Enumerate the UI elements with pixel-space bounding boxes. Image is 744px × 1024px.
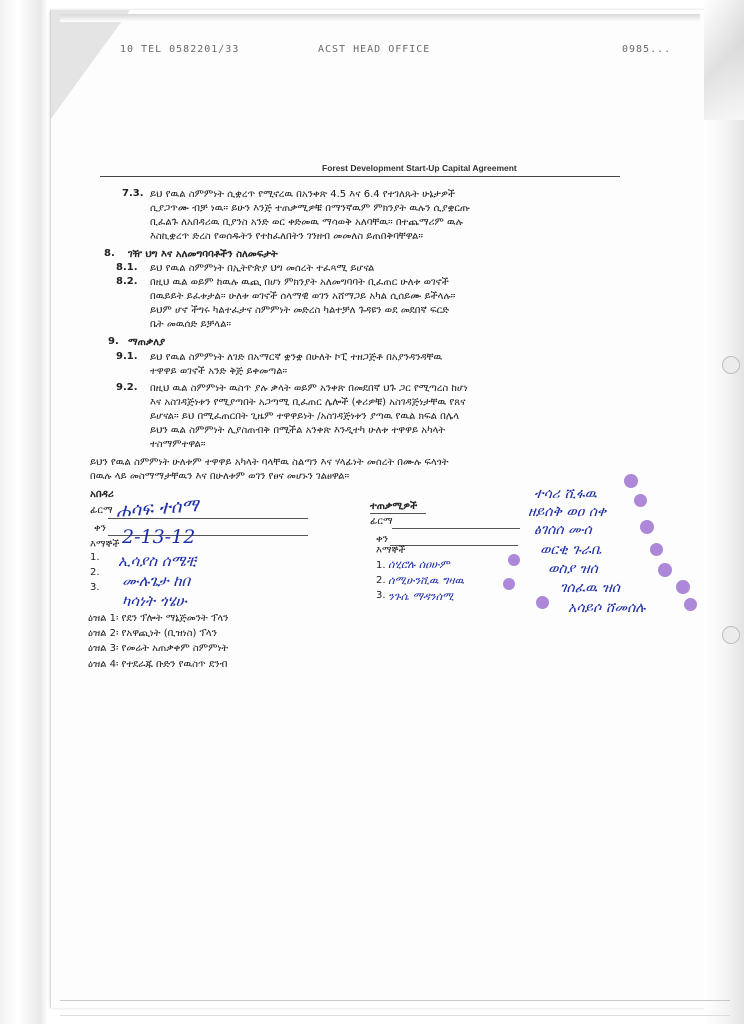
agreement-text-line: ተዋዋይ ወገኖች አንድ ቅጅ ይቀመጣል። — [150, 366, 288, 377]
clause-number: 9.2. — [116, 382, 138, 393]
attachment-item: ዕዝል 3፡ የመሬት አጠቃቀም ስምምነት — [88, 643, 229, 654]
clause-number: 8. — [104, 248, 115, 259]
fingerprint-stamp — [658, 563, 672, 577]
beneficiaries-witness-number: 2. — [376, 575, 386, 586]
beneficiaries-heading: ተጠቃሚዎች — [370, 501, 418, 512]
agreement-text-line: ቤት መዉሰድ ይቻላል። — [150, 319, 232, 330]
handwritten-beneficiary-signature: ዘይሰቅ ወዐ ሰቀ — [528, 504, 607, 520]
lender-witnesses-label: እማኞች — [90, 539, 120, 550]
fingerprint-stamp — [650, 543, 663, 556]
attachment-item: ዕዝል 1፡ የደን ፕሎት ማኔጅመንት ፕላን — [88, 613, 229, 624]
fingerprint-stamp — [634, 494, 647, 507]
handwritten-witness-3: ካሳነት ጎሄሁ — [122, 592, 187, 610]
handwritten-beneficiary-signature: ፅገሰሰ ሙሰ — [534, 522, 592, 538]
handwritten-witness-1: ኢሳያስ ሰሜቺ — [118, 552, 196, 570]
handwritten-right-witness-1: ሰሂሮሉ ሰዐሁም — [388, 558, 450, 571]
agreement-text-line: ተስማምተዋል። — [150, 439, 206, 450]
attachment-item: ዕዝል 2፡ የአዋጪነት (ቢዝነስ) ፕላን — [88, 628, 217, 639]
lender-handwritten-signature: ሐሳፍ ተሰማ — [115, 495, 200, 522]
clause-number: 8.2. — [116, 276, 138, 287]
agreement-text-line: ይህን የዉል ስምምነት ሁለቱም ተዋዋይ አካላት ባላቸዉ ስልጣን እና ሃላፊነት መሰረት በሙሉ ፍላጎት — [90, 457, 449, 468]
agreement-text-line: ይህን ዉል ስምምነት ሊያስጠብቅ በሚችል አንቀጽ እንዲተካ ሁለቱ ተዋዋይ አካላት — [150, 425, 446, 436]
attachment-item: ዕዝል 4፡ የተደራጁ ቡድን የዉስጥ ደንብ — [88, 659, 228, 670]
fax-header-center: ACST HEAD OFFICE — [318, 44, 431, 55]
handwritten-witness-2: ሙሉጌታ ከበ — [122, 572, 191, 590]
handwritten-date: 2-13-12 — [122, 526, 196, 548]
beneficiaries-witness-number: 3. — [376, 590, 386, 601]
lender-witness-number: 3. — [90, 582, 100, 593]
beneficiaries-signature-line — [392, 528, 520, 529]
handwritten-beneficiary-signature: ወርቂ ጉራቤ — [540, 542, 602, 558]
punch-hole-top — [722, 356, 740, 374]
fax-header-right: 0985... — [622, 44, 672, 55]
beneficiaries-witnesses-label: እማኞች — [376, 545, 406, 556]
clause-number: 9.1. — [116, 351, 138, 362]
agreement-text-line: ገዥ ህግ እና አለመግባባቶችን ስለመፍታት — [128, 249, 278, 260]
agreement-text-line: ሲያጋጥሙ ብቻ ነዉ። ይሁን እንጅ ተጠቃሚዎቹ በማንኛዉም ምክንያት ዉሉን ሲያቋርጡ — [150, 203, 470, 214]
beneficiaries-date-label: ቀን — [376, 534, 388, 545]
fingerprint-stamp — [508, 554, 520, 566]
beneficiaries-signature-label: ፊርማ — [370, 516, 393, 527]
agreement-text-line: በዚህ ዉል ወይም ከዉሉ ዉጪ በሆነ ምክንያት አለመግባባት ቢፈጠር ሁለቱ ወገኖች — [150, 277, 449, 288]
agreement-text-line: እስኪቋረጥ ድረስ የወሰዱትን የተከፈለበትን ገንዘብ መመለስ ይጠበቅባቸዋል። — [150, 231, 424, 242]
page-bottom-edge — [60, 1000, 730, 1016]
fingerprint-stamp — [536, 596, 549, 609]
agreement-text-line: ማጠቃለያ — [128, 337, 166, 348]
lender-heading: አበዳሪ — [90, 489, 114, 500]
lender-signature-label: ፊርማ — [90, 505, 113, 516]
clause-number: 8.1. — [116, 262, 138, 273]
fingerprint-stamp — [624, 474, 638, 488]
agreement-text-line: በዉሉ ላይ መስማማታቸዉን እና በሁለቱም ወገን የፀና መሆኑን ገልፀዋል። — [90, 471, 350, 482]
handwritten-right-witness-3: ንጉሴ ማዳንሰሚ — [388, 590, 454, 603]
fingerprint-stamp — [503, 578, 515, 590]
agreement-text-line: ይህም ሆኖ ችግሩ ካልተፈታና ስምምነት መድረስ ካልተቻለ ጉዳዩን ወደ መደበኛ ፍርድ — [150, 305, 450, 316]
fingerprint-stamp — [684, 598, 697, 611]
agreement-text-line: እና አስገዳጅነቱን የሚያጣበት አጋጣሚ ቢፈጠር ሌሎች (ቀሪዎቹ) አስገዳጅነታቸዉ የጸና — [150, 397, 466, 408]
handwritten-right-witness-2: ሰሚሁንሺዉ ግዛዉ — [388, 574, 464, 587]
handwritten-beneficiary-signature: ወስያ ዝሰ — [548, 561, 598, 577]
agreement-text-line: ቢፈልጉ ለአበዳሪዉ ቢያንስ አንድ ወር ቀድመዉ ማሳወቅ አለባቸዉ። በተጨማሪም ዉሉ — [150, 217, 463, 228]
page-right-fold — [704, 0, 744, 120]
clause-number: 9. — [108, 336, 119, 347]
beneficiaries-heading-underline — [370, 513, 426, 514]
handwritten-beneficiary-signature: ተሳሪ ሺፋዉ — [534, 486, 597, 502]
page-top-fold — [60, 14, 700, 22]
agreement-text-line: በዉይይት ይፈቱታል። ሁለቱ ወገኖች ሰላማዊ ወገን አሸማጋይ አካል ሲሰይሙ ይችላሉ። — [150, 291, 456, 302]
scanner-edge-right — [704, 0, 744, 1024]
fingerprint-stamp — [676, 580, 690, 594]
fingerprint-stamp — [640, 520, 654, 534]
clause-number: 7.3. — [122, 188, 144, 199]
document-header-title: Forest Development Start-Up Capital Agreement — [322, 163, 517, 173]
header-rule — [100, 176, 620, 177]
agreement-text-line: ይሆናል። ይህ በሚፈጠርበት ጊዜም ተዋዋይነት /አስገዳጅነቱን ያጣዉ የዉል ክፍል በሌላ — [150, 411, 460, 422]
agreement-text-line: ይህ የዉል ስምምነት በኢትዮጵያ ህግ መሰረት ተፈጻሚ ይሆናል — [150, 263, 375, 274]
lender-witness-number: 1. — [90, 552, 100, 563]
agreement-text-line: ይህ የዉል ስምምነት ለገድ በአማርኛ ቋንቋ በሁለት ኮፒ ተዘጋጅቶ በአያንዳንዳቸዉ — [150, 352, 443, 363]
scanner-edge-left — [0, 0, 48, 1024]
punch-hole-bottom — [722, 626, 740, 644]
agreement-text-line: በዚህ ዉል ስምምነት ዉስጥ ያሉ ቃላት ወይም አንቀጽ በመደበኛ ህጉ ጋር የሚጣረስ ከሆነ — [150, 383, 468, 394]
lender-date-label: ቀን — [94, 523, 106, 534]
handwritten-beneficiary-signature: ገሰፈዉ ዝሰ — [560, 580, 621, 596]
fax-header-left: 10 TEL 0582201/33 — [120, 44, 240, 55]
folded-corner — [50, 10, 130, 120]
agreement-text-line: ይህ የዉል ስምምነት ሲቋረጥ የሚኖረዉ በአንቀጽ 4.5 እና 6.4 የተገለጹት ሁኔታዎች — [150, 189, 456, 200]
beneficiaries-witness-number: 1. — [376, 560, 386, 571]
beneficiaries-date-line — [390, 545, 518, 546]
lender-witness-number: 2. — [90, 567, 100, 578]
handwritten-beneficiary-signature: አሳይሶ ሸመሰሉ — [568, 600, 646, 616]
